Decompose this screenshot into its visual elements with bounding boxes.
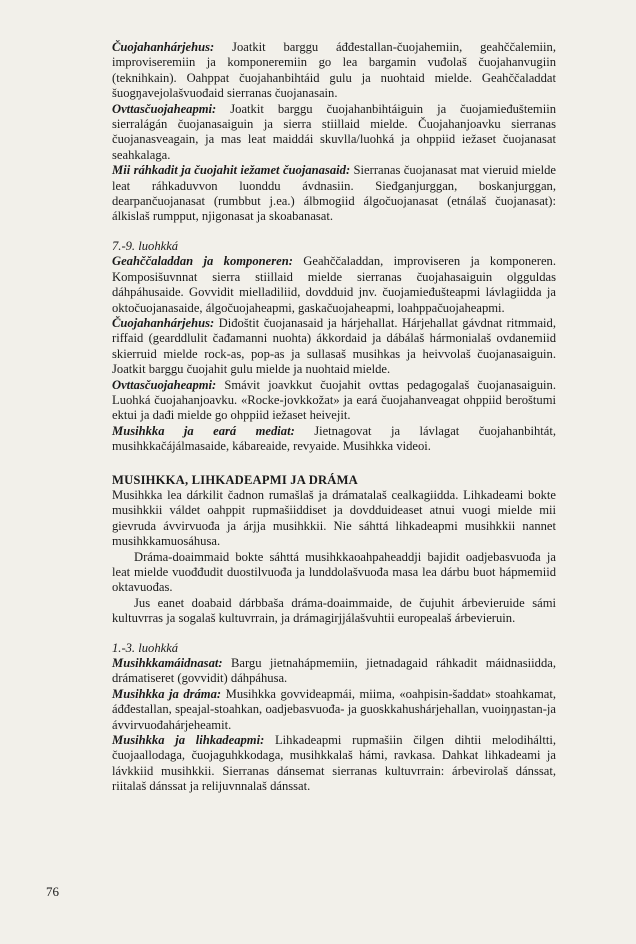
- paragraph-label: Musihkkamáidnasat:: [112, 656, 223, 671]
- paragraph-label: Musihkka ja eará mediat:: [112, 423, 295, 438]
- section-heading: 1.-3. luohkká: [112, 640, 179, 655]
- paragraph-text: Joatkit barggu áđđestallan-čuojahemiin, geahččalemiin, improviseremiin ja komponeremiin go lea bargamin vuđolaš čuojahanvugiin (teknihkain). Oahppat čuojahanbihtáid gulu ja nuohtaid mielde. Geahččaladdat šuogŋavejolašvuođaid sierranas čuojanasain.: [112, 40, 556, 101]
- paragraph-text: Joatkit barggu čuojahanbihtáiguin ja čuojamieđuštemiin sierralágán čuojanasaiguin ja sierra stiillaid mielde. Čuojahanjoavku sierranas čuojanasveagain, ja mas leat maiddái skuvlla/luohká ja ohppiid iežaset čuojanasat seahkalaga.: [112, 101, 556, 162]
- paragraph-text: Smávit joavkkut čuojahit ovttas pedagogalaš čuojanasaiguin. Luohká čuojahanjoavku. «Rocke-jovkkožat» ja eará čuojahanveagat ohppiid beroštumi ektui ja dađi mielde go ohppiid iežaset heivejit.: [112, 377, 556, 423]
- paragraph-label: Ovttasčuojaheapmi:: [112, 377, 217, 392]
- section-heading: 7.-9. luohkká: [112, 238, 179, 253]
- paragraph: Jus eanet doabaid dárbbaša dráma-doaimmaide, de čujuhit árbevieruide sámi kultuvrras ja sogalaš kultuvrrain, ja drámagirjjálašvuhtii europealaš árbevieruin.: [112, 595, 556, 626]
- paragraph: [112, 733, 556, 795]
- paragraph-label: Čuojahanhárjehus:: [112, 40, 215, 54]
- page-body: [112, 40, 556, 795]
- paragraph: [112, 378, 556, 424]
- paragraph: [112, 102, 556, 164]
- paragraph-label: Ovttasčuojaheapmi:: [112, 101, 217, 116]
- paragraph-text: Jietnagovat ja lávlagat čuojahanbihtát, musihkkačájálmasaide, kábareaide, revyaide. Musihkka videoi.: [112, 423, 556, 454]
- paragraph-label: Čuojahanhárjehus:: [112, 315, 215, 330]
- paragraph: [112, 163, 556, 225]
- paragraph-label: Mii ráhkadit ja čuojahit iežamet čuojanasaid:: [112, 163, 351, 178]
- paragraph: [112, 40, 556, 102]
- paragraph: Dráma-doaimmaid bokte sáhttá musihkkaoahpaheaddji bajidit oadjebasvuođa ja leat mielde vuođđudit duostilvuođa ja lunddolašvuođa masa lea dárbu buot hápmemiid oktavuođas.: [112, 549, 556, 595]
- paragraph: Musihkka lea dárkilit čadnon rumašlaš ja drámatalaš cealkagiidda. Lihkadeami bokte musihkkii váldet oahppit rupmašiiddiset ja dovdduideaset atnui vuogi mielde mii gievruda ávvirvuođa ja árjja musihkkii. Nie sáhttá lihkadeapmi musihkkii nannet musihkkamuosáhusa.: [112, 487, 556, 549]
- paragraph-text: Musihkka govvideapmái, miima, «oahpisin-šaddat» stoahkamat, áđđestallan, speajal-stoahkan, oadjebasvuođa- ja guoskkahushárjehallan, vuoiŋŋastan-ja ávvirvuođahárjeheamit.: [112, 686, 557, 732]
- paragraph: [112, 656, 556, 687]
- paragraph-text: Geahččaladdan, improviseren ja komponeren. Komposišuvnnat sierra stiillaid mielde sierranas čuojahasaiguin olgguldas dáhpáhusaide. Govvidit mielladiliid, dovdduid jnv. čuojamieđuštеapmi lávlagiidda ja oktočuojanasaide, álgočuojaheapmi, gaskačuojaheapmi, loahppačuojaheapmi.: [112, 254, 557, 315]
- paragraph-text: Bargu jietnahápmemiin, jietnadagaid ráhkadit máidnasiidda, drámatiseret (govvidit) dáhpáhusa.: [112, 656, 556, 686]
- paragraph-text: Lihkadeapmi rupmašiin čilgen dihtii melodiháltti, čuojaallodaga, čuojaguhkkodaga, musihkkalaš hámi, ravkasa. Dahkat lihkadeami ja lávkkiid musihkkii. Sierranas dánsemat sierranas kultuvrrain: árbevirolaš dánssat, riitalaš dánssat ja relijuvnnalaš dánssat.: [112, 733, 556, 794]
- paragraph-label: Geahččaladdan ja komponeren:: [112, 254, 293, 269]
- paragraph: [112, 424, 556, 455]
- paragraph: [112, 687, 556, 733]
- paragraph-label: Musihkka ja dráma:: [112, 686, 222, 701]
- paragraph-label: Musihkka ja lihkadeapmi:: [112, 733, 265, 748]
- chapter-heading: MUSIHKKA, LIHKADEAPMI JA DRÁMA: [112, 472, 358, 487]
- paragraph: [112, 254, 556, 316]
- page-number: 76: [46, 884, 59, 899]
- paragraph: [112, 316, 556, 378]
- paragraph-text: Sierranas čuojanasat mat vieruid mielde leat ráhkaduvvon luonddu ávdnasiin. Sieđganjurggan, boskanjurggan, dearpančuojanasat (rumbbut j.ea.) álbmogiid álgočuojanasat (etnálaš čuojanasat): álkislaš rumpput, njigonasat ja skoabanasat.: [112, 163, 556, 224]
- paragraph-text: Diđoštit čuojanasaid ja hárjehallat. Hárjehallat gávdnat ritmmaid, riffaid (gearddlulit čađamanni nuohta) ákkordaid ja dábálaš hármonialaš ovdanemiid skierruid mielde rock-as, pop-as ja sullasaš musihkas ja heivvolaš čuojanasaiguin. Joatkit barggu čuojahit gulu mielde ja nuohtaid mielde.: [112, 315, 556, 377]
